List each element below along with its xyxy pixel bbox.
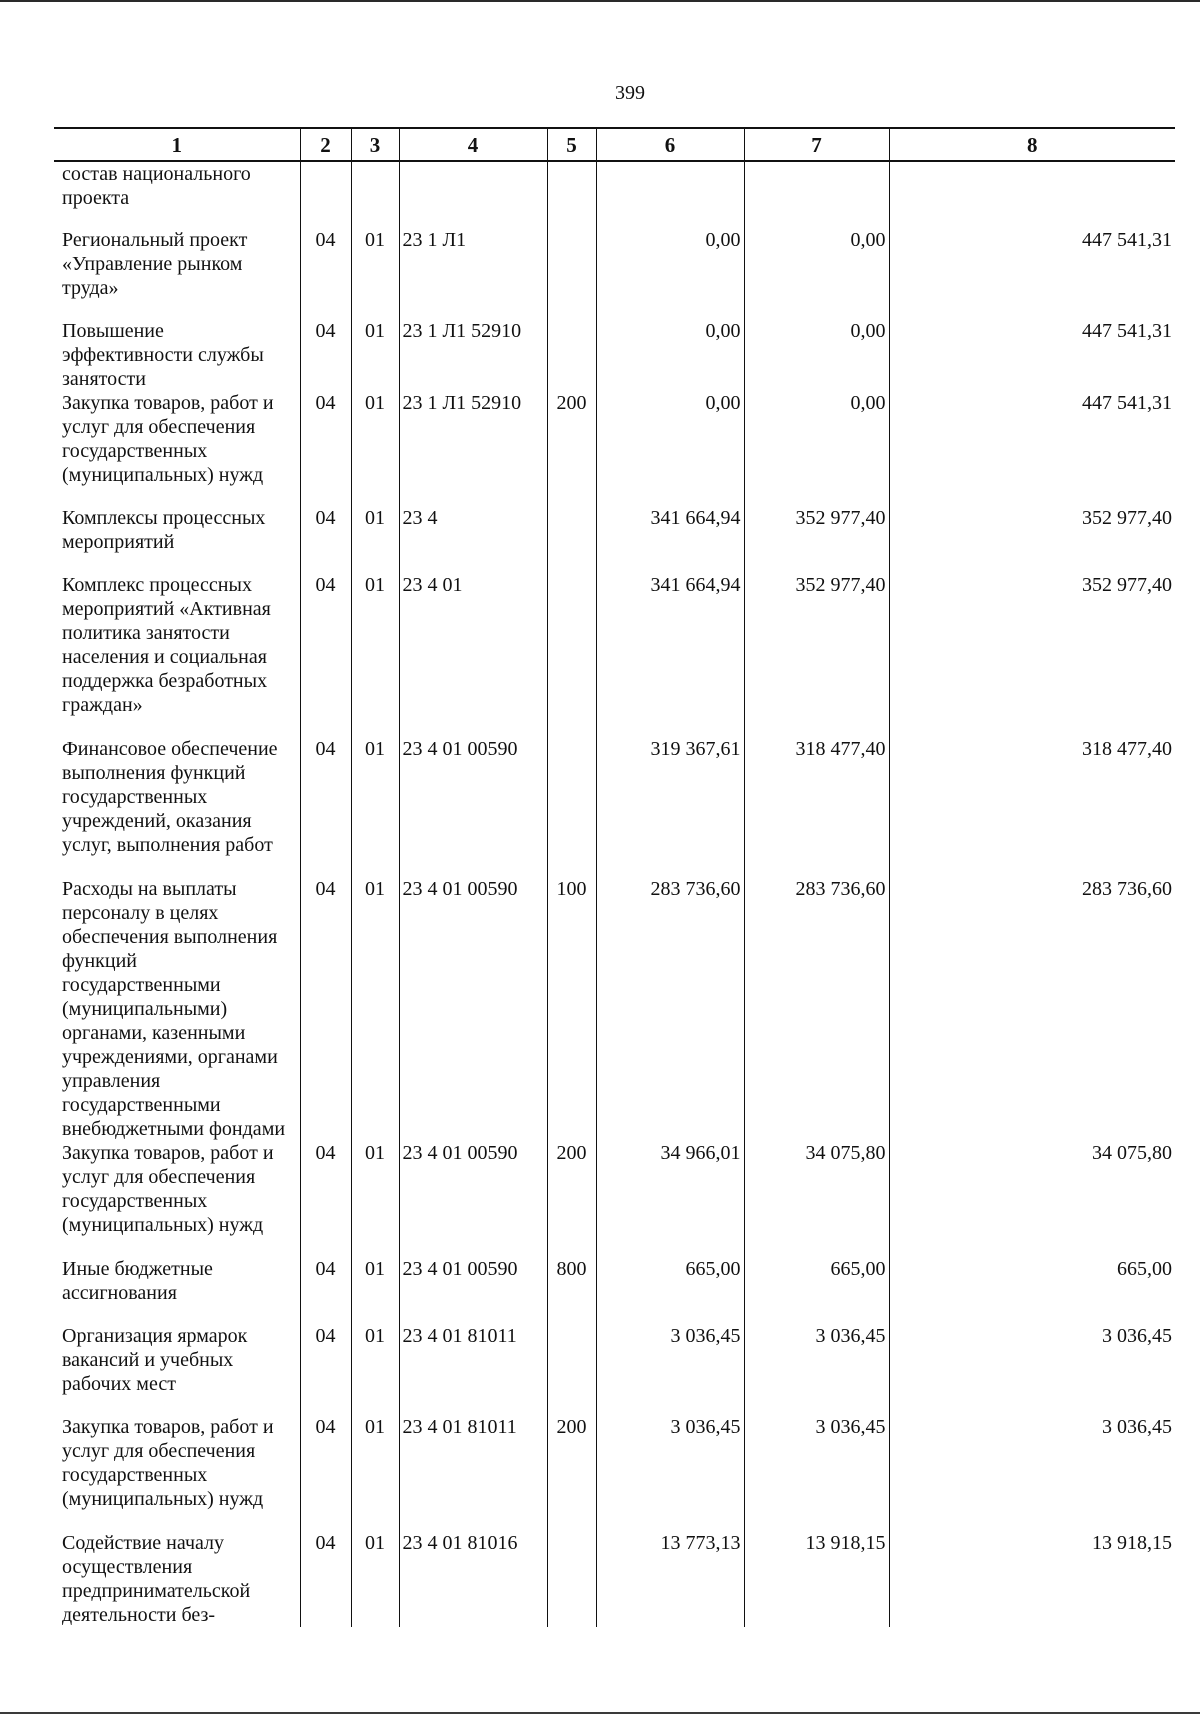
cell-target-article: 23 1 Л1 xyxy=(399,228,547,319)
row-name: Повышение эффективности службы занятости xyxy=(62,320,264,390)
cell-amount-6: 341 664,94 xyxy=(596,506,744,573)
row-name: Закупка товаров, работ и услуг для обеспечения государственных (муниципальных) нужд xyxy=(62,1142,274,1236)
cell-amount-6: 319 367,61 xyxy=(596,737,744,877)
cell-target-article: 23 4 01 81016 xyxy=(399,1531,547,1627)
table-row xyxy=(54,877,1175,1141)
table-row xyxy=(54,319,1175,391)
row-name: Комплексы процессных мероприятий xyxy=(62,507,266,553)
cell-target-article: 23 4 01 00590 xyxy=(399,877,547,1141)
cell-amount-7: 3 036,45 xyxy=(744,1415,889,1531)
row-name: Финансовое обеспечение выполнения функций государственных учреждений, оказания услуг, выполнения работ xyxy=(62,738,278,856)
row-name: состав национального проекта xyxy=(62,163,251,209)
page-number: 399 xyxy=(615,82,645,104)
cell-amount-8: 13 918,15 xyxy=(889,1531,1175,1627)
cell-amount-8: 34 075,80 xyxy=(889,1141,1175,1257)
cell-subsection: 01 xyxy=(351,391,399,506)
cell-amount-8: 352 977,40 xyxy=(889,506,1175,573)
cell-expense-type: 100 xyxy=(547,877,596,1141)
cell-expense-type xyxy=(547,161,596,228)
cell-target-article: 23 4 01 00590 xyxy=(399,737,547,877)
table-row xyxy=(54,161,1175,228)
cell-amount-6: 3 036,45 xyxy=(596,1324,744,1415)
cell-expense-type xyxy=(547,1531,596,1627)
cell-subsection: 01 xyxy=(351,573,399,737)
cell-amount-8: 447 541,31 xyxy=(889,391,1175,506)
cell-amount-6: 0,00 xyxy=(596,391,744,506)
cell-target-article: 23 1 Л1 52910 xyxy=(399,319,547,391)
column-header-1: 1 xyxy=(54,128,300,161)
cell-amount-8: 3 036,45 xyxy=(889,1324,1175,1415)
cell-amount-6: 0,00 xyxy=(596,228,744,319)
cell-amount-6: 3 036,45 xyxy=(596,1415,744,1531)
cell-expense-type xyxy=(547,737,596,877)
row-name: Региональный проект «Управление рынком труда» xyxy=(62,229,248,299)
row-name: Содействие началу осуществления предпринимательской деятельности без- xyxy=(62,1532,251,1626)
cell-section: 04 xyxy=(300,737,351,877)
cell-expense-type: 200 xyxy=(547,391,596,506)
cell-amount-6: 13 773,13 xyxy=(596,1531,744,1627)
cell-amount-7: 0,00 xyxy=(744,391,889,506)
cell-amount-8: 283 736,60 xyxy=(889,877,1175,1141)
column-header-5: 5 xyxy=(547,128,596,161)
table-row xyxy=(54,1257,1175,1324)
cell-expense-type xyxy=(547,228,596,319)
cell-subsection: 01 xyxy=(351,1141,399,1257)
row-name: Организация ярмарок вакансий и учебных рабочих мест xyxy=(62,1325,248,1395)
column-header-6: 6 xyxy=(596,128,744,161)
cell-section: 04 xyxy=(300,228,351,319)
column-header-2: 2 xyxy=(300,128,351,161)
cell-section: 04 xyxy=(300,1531,351,1627)
cell-amount-8: 318 477,40 xyxy=(889,737,1175,877)
cell-section: 04 xyxy=(300,1257,351,1324)
cell-amount-8: 447 541,31 xyxy=(889,228,1175,319)
cell-amount-6: 341 664,94 xyxy=(596,573,744,737)
cell-subsection: 01 xyxy=(351,1531,399,1627)
cell-target-article: 23 4 01 00590 xyxy=(399,1141,547,1257)
cell-expense-type xyxy=(547,573,596,737)
cell-amount-6: 0,00 xyxy=(596,319,744,391)
cell-expense-type: 800 xyxy=(547,1257,596,1324)
row-name: Иные бюджетные ассигнования xyxy=(62,1258,213,1304)
table-row xyxy=(54,391,1175,506)
cell-amount-6: 34 966,01 xyxy=(596,1141,744,1257)
cell-amount-8: 3 036,45 xyxy=(889,1415,1175,1531)
table-row xyxy=(54,1531,1175,1627)
cell-amount-6: 283 736,60 xyxy=(596,877,744,1141)
table-row xyxy=(54,737,1175,877)
cell-amount-7: 318 477,40 xyxy=(744,737,889,877)
cell-amount-8: 447 541,31 xyxy=(889,319,1175,391)
cell-target-article: 23 4 01 00590 xyxy=(399,1257,547,1324)
cell-expense-type: 200 xyxy=(547,1141,596,1257)
column-header-8: 8 xyxy=(889,128,1175,161)
cell-amount-8 xyxy=(889,161,1175,228)
cell-amount-7: 13 918,15 xyxy=(744,1531,889,1627)
cell-expense-type xyxy=(547,1324,596,1415)
cell-target-article: 23 1 Л1 52910 xyxy=(399,391,547,506)
table-row xyxy=(54,1324,1175,1415)
cell-subsection: 01 xyxy=(351,1324,399,1415)
cell-amount-6 xyxy=(596,161,744,228)
cell-section xyxy=(300,161,351,228)
cell-subsection: 01 xyxy=(351,228,399,319)
table-row xyxy=(54,1141,1175,1257)
cell-section: 04 xyxy=(300,1141,351,1257)
table-row xyxy=(54,1415,1175,1531)
row-name: Расходы на выплаты персоналу в целях обеспечения выполнения функций государственными (муниципальными) органами, казенными учреждениями, органами управления государственными внебюджетными фондами xyxy=(62,878,286,1140)
cell-section: 04 xyxy=(300,1324,351,1415)
scan-edge-top xyxy=(0,0,1200,2)
cell-amount-7: 283 736,60 xyxy=(744,877,889,1141)
cell-target-article: 23 4 01 81011 xyxy=(399,1324,547,1415)
cell-amount-7: 34 075,80 xyxy=(744,1141,889,1257)
cell-expense-type xyxy=(547,319,596,391)
cell-section: 04 xyxy=(300,573,351,737)
cell-target-article: 23 4 xyxy=(399,506,547,573)
scan-edge-bottom xyxy=(0,1712,1200,1714)
cell-section: 04 xyxy=(300,391,351,506)
cell-section: 04 xyxy=(300,319,351,391)
cell-subsection: 01 xyxy=(351,737,399,877)
table-row xyxy=(54,506,1175,573)
cell-subsection: 01 xyxy=(351,506,399,573)
cell-amount-7: 0,00 xyxy=(744,228,889,319)
cell-amount-7: 3 036,45 xyxy=(744,1324,889,1415)
table-row xyxy=(54,573,1175,737)
cell-amount-6: 665,00 xyxy=(596,1257,744,1324)
row-name: Комплекс процессных мероприятий «Активная политика занятости населения и социальная поддержка безработных граждан» xyxy=(62,574,271,716)
cell-target-article: 23 4 01 xyxy=(399,573,547,737)
cell-subsection: 01 xyxy=(351,877,399,1141)
cell-amount-7: 352 977,40 xyxy=(744,506,889,573)
cell-target-article xyxy=(399,161,547,228)
budget-table xyxy=(54,127,1175,1627)
cell-amount-8: 665,00 xyxy=(889,1257,1175,1324)
cell-section: 04 xyxy=(300,506,351,573)
cell-amount-8: 352 977,40 xyxy=(889,573,1175,737)
column-header-7: 7 xyxy=(744,128,889,161)
cell-amount-7 xyxy=(744,161,889,228)
cell-amount-7: 665,00 xyxy=(744,1257,889,1324)
table-row xyxy=(54,228,1175,319)
cell-subsection: 01 xyxy=(351,319,399,391)
cell-section: 04 xyxy=(300,1415,351,1531)
column-header-3: 3 xyxy=(351,128,399,161)
row-name: Закупка товаров, работ и услуг для обеспечения государственных (муниципальных) нужд xyxy=(62,392,274,486)
cell-subsection xyxy=(351,161,399,228)
table-header-row xyxy=(54,128,1175,161)
column-header-4: 4 xyxy=(399,128,547,161)
cell-expense-type xyxy=(547,506,596,573)
cell-subsection: 01 xyxy=(351,1415,399,1531)
cell-expense-type: 200 xyxy=(547,1415,596,1531)
row-name: Закупка товаров, работ и услуг для обеспечения государственных (муниципальных) нужд xyxy=(62,1416,274,1510)
cell-amount-7: 352 977,40 xyxy=(744,573,889,737)
cell-target-article: 23 4 01 81011 xyxy=(399,1415,547,1531)
cell-section: 04 xyxy=(300,877,351,1141)
cell-subsection: 01 xyxy=(351,1257,399,1324)
cell-amount-7: 0,00 xyxy=(744,319,889,391)
